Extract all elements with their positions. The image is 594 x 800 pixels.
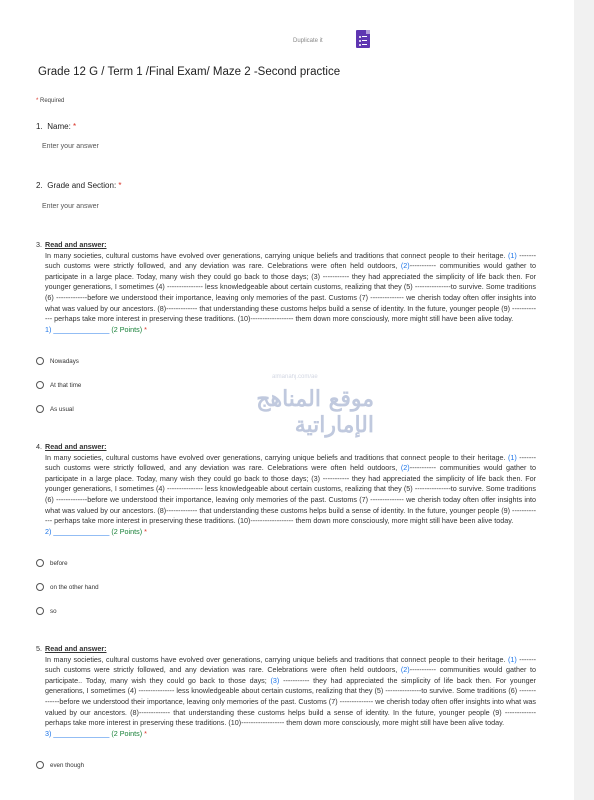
question-heading: Read and answer:: [45, 240, 107, 249]
reading-passage: In many societies, cultural customs have evolved over generations, carrying unique beliefs and traditions that connect people to their heritage. (1) ------- such customs were strictly followed, and any deviation was rare. Celebrations were often held outdoors, (2)----------- communities would gather to participate in a large place. Today, many wish they could go back to those days; (3) ----------- they had appreciated the simplicity of life back then. For younger generations, I sometimes (4) --------------- less knowledgeable about certain customs, realizing that they (5) ---------------to survive. Some traditions (6) -------------before we understood their importance, leaving only memories of the past. Customs (7) -------------- we cherish today often offer insights into what was valued by our ancestors. (8)------------- that understanding these customs helps build a sense of identity. In the future, younger people (9) ------------- perhaps take more interest in preserving these traditions. (10)------------------ them down more consciously, more might still have been alive today.: [45, 250, 537, 324]
question-prompt: 2) ______________ (2 Points) *: [45, 526, 147, 536]
question-grade-section: 2. Grade and Section: *: [36, 181, 122, 190]
page-side-gutter: [574, 0, 594, 800]
question-5: 5. Read and answer: In many societies, cultural customs have evolved over generations, carrying unique beliefs and traditions that connect people to their heritage. (1) ------- such customs were strictly followed, and any deviation was rare. Celebrations were often held outdoors, (2)----------- communities would gather to participate.. Today, many wish they could go back to those days; (3) ----------- they had appreciated the simplicity of life back then. For younger generations, I sometimes (4) --------------- less knowledgeable about certain customs, realizing that they (5) ---------------to survive. Some traditions (6) -------------before we understood their importance, leaving only memories of the past. Customs (7) -------------- we cherish today often offer insights into what was valued by our ancestors. (8)------------- that understanding these customs helps build a sense of identity. In the future, younger people (9) ------------- perhaps take more interest in preserving these traditions. (10)------------------ them down more consciously, more might still have been alive today. 3) ______________ (2 Points) *: [36, 644, 536, 738]
question-4: 4. Read and answer: In many societies, cultural customs have evolved over generations, carrying unique beliefs and traditions that connect people to their heritage. (1) ------- such customs were strictly followed, and any deviation was rare. Celebrations were often held outdoors, (2)----------- communities would gather to participate in a large place. Today, many wish they could go back to those days; (3) ----------- they had appreciated the simplicity of life back then. For younger generations, I sometimes (4) --------------- less knowledgeable about certain customs, realizing that they (5) ---------------to survive. Some traditions (6) -------------before we understood their importance, leaving only memories of the past. Customs (7) -------------- we cherish today often offer insights into what was valued by our ancestors. (8)------------- that understanding these customs helps build a sense of identity. In the future, younger people (9) ------------- perhaps take more interest in preserving these traditions. (10)------------------ them down more consciously, more might still have been alive today. 2) ______________ (2 Points) *: [36, 442, 537, 536]
option-as-usual[interactable]: As usual: [36, 404, 74, 414]
radio-circle-icon[interactable]: [36, 559, 44, 567]
radio-circle-icon[interactable]: [36, 357, 44, 365]
question-heading: Read and answer:: [45, 644, 107, 653]
name-input[interactable]: Enter your answer: [42, 143, 99, 150]
question-prompt: 1) ______________ (2 Points) *: [45, 324, 147, 334]
duplicate-link[interactable]: Duplicate it: [293, 38, 323, 44]
form-title: Grade 12 G / Term 1 /Final Exam/ Maze 2 -Second practice: [38, 66, 341, 78]
grade-section-input[interactable]: Enter your answer: [42, 203, 99, 210]
option-before[interactable]: before: [36, 558, 68, 568]
question-prompt: 3) ______________ (2 Points) *: [45, 728, 147, 738]
question-name: 1. Name: *: [36, 122, 77, 131]
question-heading: Read and answer:: [45, 442, 107, 451]
option-at-that-time[interactable]: At that time: [36, 380, 81, 390]
radio-circle-icon[interactable]: [36, 405, 44, 413]
forms-app-icon: [356, 30, 370, 48]
required-note: * Required: [36, 98, 65, 104]
question-3: 3. Read and answer: In many societies, cultural customs have evolved over generations, carrying unique beliefs and traditions that connect people to their heritage. (1) ------- such customs were strictly followed, and any deviation was rare. Celebrations were often held outdoors, (2)----------- communities would gather to participate in a large place. Today, many wish they could go back to those days; (3) ----------- they had appreciated the simplicity of life back then. For younger generations, I sometimes (4) --------------- less knowledgeable about certain customs, realizing that they (5) ---------------to survive. Some traditions (6) -------------before we understood their importance, leaving only memories of the past. Customs (7) -------------- we cherish today often offer insights into what was valued by our ancestors. (8)------------- that understanding these customs helps build a sense of identity. In the future, younger people (9) ------------- perhaps take more interest in preserving these traditions. (10)------------------ them down more consciously, more might still have been alive today. 1) ______________ (2 Points) *: [36, 240, 537, 334]
radio-circle-icon[interactable]: [36, 607, 44, 615]
reading-passage: In many societies, cultural customs have evolved over generations, carrying unique beliefs and traditions that connect people to their heritage. (1) ------- such customs were strictly followed, and any deviation was rare. Celebrations were often held outdoors, (2)----------- communities would gather to participate in a large place. Today, many wish they could go back to those days; (3) ----------- they had appreciated the simplicity of life back then. For younger generations, I sometimes (4) --------------- less knowledgeable about certain customs, realizing that they (5) ---------------to survive. Some traditions (6) -------------before we understood their importance, leaving only memories of the past. Customs (7) -------------- we cherish today often offer insights into what was valued by our ancestors. (8)------------- that understanding these customs helps build a sense of identity. In the future, younger people (9) ------------- perhaps take more interest in preserving these traditions. (10)------------------ them down more consciously, more might still have been alive today.: [45, 452, 537, 526]
radio-circle-icon[interactable]: [36, 761, 44, 769]
top-bar: [0, 30, 574, 54]
reading-passage: In many societies, cultural customs have evolved over generations, carrying unique beliefs and traditions that connect people to their heritage. (1) ------- such customs were strictly followed, and any deviation was rare. Celebrations were often held outdoors, (2)----------- communities would gather to participate.. Today, many wish they could go back to those days; (3) ----------- they had appreciated the simplicity of life back then. For younger generations, I sometimes (4) --------------- less knowledgeable about certain customs, realizing that they (5) ---------------to survive. Some traditions (6) -------------before we understood their importance, leaving only memories of the past. Customs (7) -------------- we cherish today often offer insights into what was valued by our ancestors. (8)------------- that understanding these customs helps build a sense of identity. In the future, younger people (9) ------------- perhaps take more interest in preserving these traditions. (10)------------------ them down more consciously, more might still have been alive today.: [45, 654, 536, 728]
site-watermark: almanahj.com/ae موقع المناهج الإماراتية: [256, 374, 374, 438]
option-so[interactable]: so: [36, 606, 57, 616]
radio-circle-icon[interactable]: [36, 583, 44, 591]
option-even-though[interactable]: even though: [36, 760, 84, 770]
option-nowadays[interactable]: Nowadays: [36, 356, 79, 366]
radio-circle-icon[interactable]: [36, 381, 44, 389]
option-on-the-other-hand[interactable]: on the other hand: [36, 582, 99, 592]
